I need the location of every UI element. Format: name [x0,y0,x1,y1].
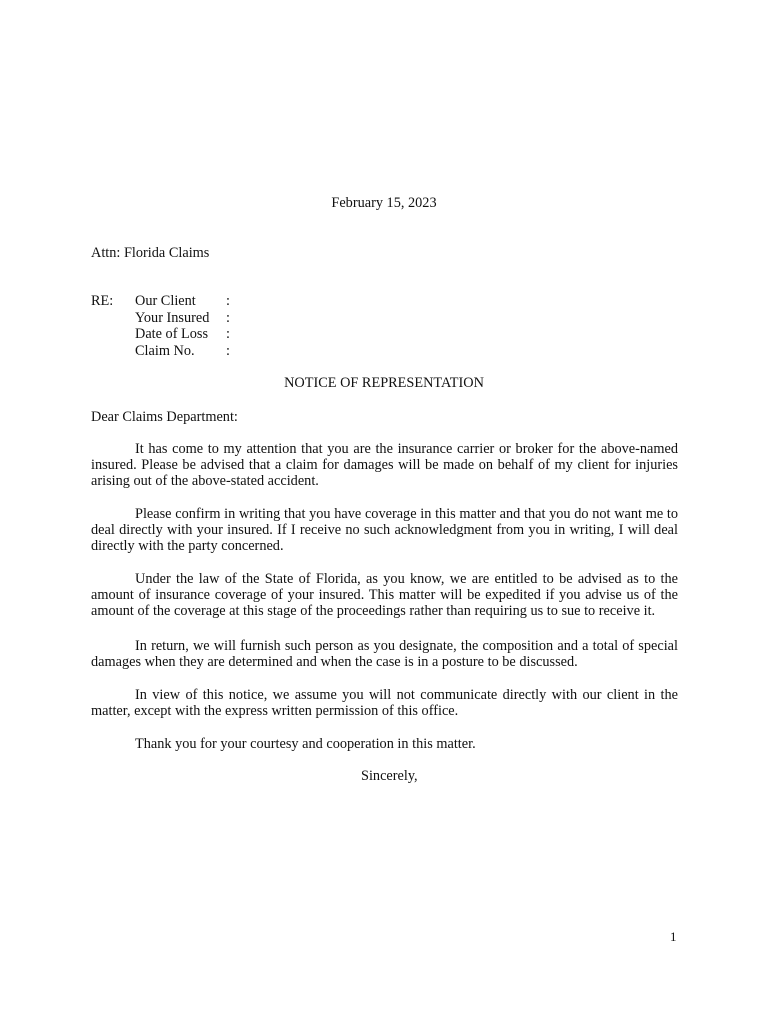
attention-line: Attn: Florida Claims [91,245,210,261]
re-row-our-client [135,293,230,309]
re-field-label: Our Client [135,293,196,309]
re-field-label: Date of Loss [135,326,209,342]
page-number: 1 [670,929,677,944]
closing: Sincerely, [361,768,418,784]
body-paragraph: In return, we will furnish such person as you designate, the composition and a total of special damages when they are determined and when the case is in a posture to be discussed. [91,638,678,670]
re-label: RE: [91,293,114,309]
re-row-claim-no [135,343,230,359]
re-field-colon: : [226,326,230,342]
body-paragraph: Please confirm in writing that you have coverage in this matter and that you do not want me to deal directly with your insured. If I receive no such acknowledgment from you in writing, I will deal directly with the party concerned. [91,506,678,554]
re-row-your-insured [135,310,230,326]
re-field-label: Claim No. [135,343,195,359]
re-row-date-of-loss [135,326,230,342]
body-paragraph: In view of this notice, we assume you will not communicate directly with our client in the matter, except with the express written permission of this office. [91,687,678,719]
body-paragraph: Under the law of the State of Florida, as you know, we are entitled to be advised as to the amount of insurance coverage of your insured. This matter will be expedited if you advise us of the amount of the coverage at this stage of the proceedings rather than requiring us to sue to receive it. [91,571,678,619]
re-field-label: Your Insured [135,310,210,326]
re-field-colon: : [226,310,230,326]
re-field-colon: : [226,293,230,309]
re-field-colon: : [226,343,230,359]
body-paragraph: It has come to my attention that you are the insurance carrier or broker for the above-named insured. Please be advised that a claim for damages will be made on behalf of my client for injuries arising out of the above-stated accident. [91,441,678,489]
salutation: Dear Claims Department: [91,409,238,425]
notice-title: NOTICE OF REPRESENTATION [284,375,484,391]
letter-date: February 15, 2023 [331,195,437,211]
body-paragraph: Thank you for your courtesy and cooperation in this matter. [135,736,476,752]
